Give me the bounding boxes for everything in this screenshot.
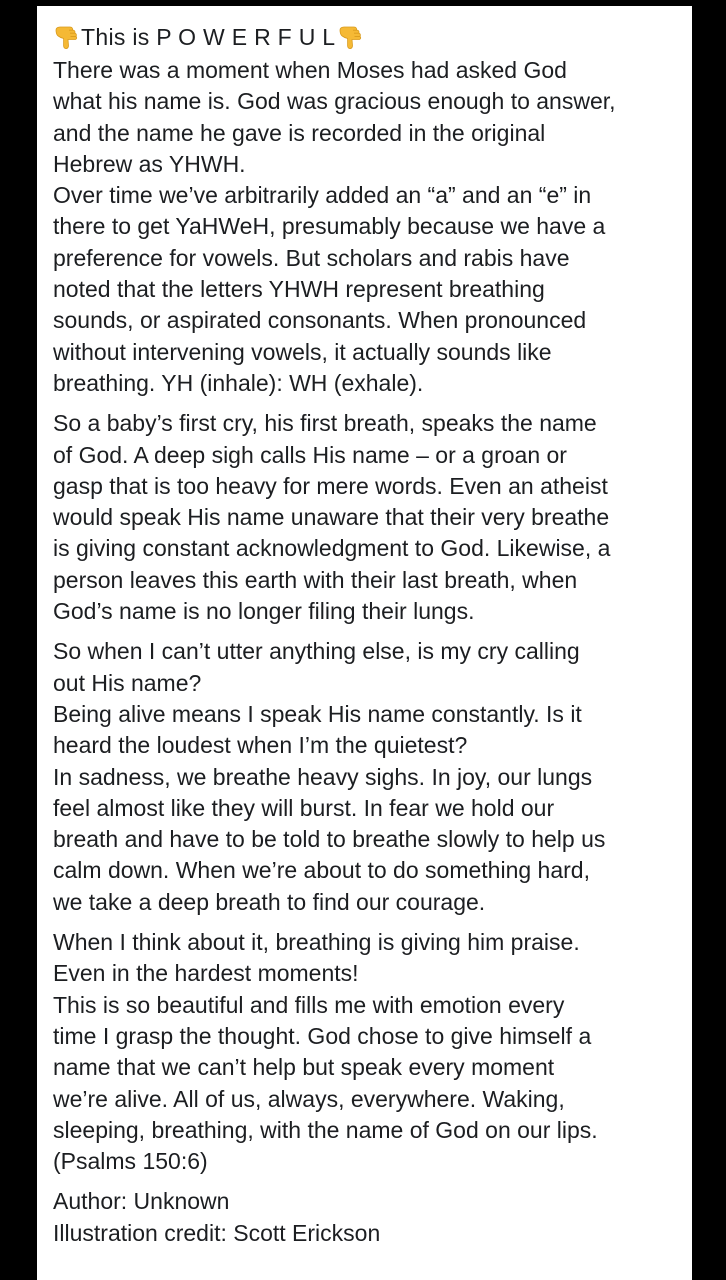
paragraph-line: of God. A deep sigh calls His name – or a groan or [53, 441, 567, 468]
paragraph-line: breath and have to be told to breathe slowly to help us [53, 826, 606, 853]
paragraph-line: we take a deep breath to find our courage. [53, 888, 486, 915]
post-paragraph [53, 55, 682, 399]
paragraph-line: So when I can’t utter anything else, is my cry calling [53, 638, 580, 665]
paragraph-line: gasp that is too heavy for mere words. Even an atheist [53, 472, 608, 499]
paragraph-line: There was a moment when Moses had asked God [53, 57, 567, 83]
illustration-credit-line: Illustration credit: Scott Erickson [53, 1219, 381, 1246]
paragraph-line: God’s name is no longer filing their lungs. [53, 598, 475, 625]
paragraph-line: Even in the hardest moments! [53, 960, 359, 987]
paragraph-line: name that we can’t help but speak every moment [53, 1054, 555, 1081]
paragraph-line: out His name? [53, 669, 202, 696]
paragraph-line: sleeping, breathing, with the name of God on our lips. [53, 1116, 598, 1143]
paragraph-line: In sadness, we breathe heavy sighs. In joy, our lungs [53, 763, 593, 790]
post-paragraph [53, 927, 682, 1177]
paragraph-line: Being alive means I speak His name constantly. Is it [53, 700, 582, 727]
paragraph-line: So a baby’s first cry, his first breath, speaks the name [53, 410, 597, 437]
paragraph-line: calm down. When we’re about to do something hard, [53, 857, 590, 884]
paragraph-line: preference for vowels. But scholars and rabis have [53, 244, 570, 271]
paragraph-line: there to get YaHWeH, presumably because we have a [53, 213, 606, 240]
paragraph-line: sounds, or aspirated consonants. When pronounced [53, 307, 587, 334]
post-title: This is P O W E R F U L [81, 24, 336, 50]
paragraph-line: time I grasp the thought. God chose to give himself a [53, 1022, 592, 1049]
paragraph-line: This is so beautiful and fills me with emotion every [53, 991, 565, 1018]
post-card [37, 6, 692, 1280]
paragraph-line: feel almost like they will burst. In fear we hold our [53, 794, 555, 821]
pointing-down-hand-icon [53, 24, 79, 50]
paragraph-line: Hebrew as YHWH. [53, 150, 246, 177]
paragraph-line: When I think about it, breathing is giving him praise. [53, 929, 580, 956]
paragraph-line: we’re alive. All of us, always, everywhere. Waking, [53, 1085, 565, 1112]
paragraph-line: is giving constant acknowledgment to God. Likewise, a [53, 535, 611, 562]
post-title-row [53, 20, 682, 54]
paragraph-line: what his name is. God was gracious enough to answer, [53, 88, 616, 115]
post-paragraph [53, 408, 682, 627]
paragraph-line: heard the loudest when I’m the quietest? [53, 732, 468, 759]
paragraph-line: person leaves this earth with their last breath, when [53, 566, 578, 593]
paragraph-line: noted that the letters YHWH represent breathing [53, 276, 545, 303]
author-line: Author: Unknown [53, 1188, 230, 1215]
pointing-down-hand-icon [337, 24, 363, 50]
paragraph-line: would speak His name unaware that their very breathe [53, 504, 610, 531]
paragraph-line: and the name he gave is recorded in the original [53, 119, 546, 146]
paragraph-line: without intervening vowels, it actually sounds like [53, 338, 552, 365]
post-credits [53, 1186, 682, 1249]
paragraph-line: breathing. YH (inhale): WH (exhale). [53, 369, 424, 396]
paragraph-line: (Psalms 150:6) [53, 1148, 208, 1175]
post-paragraph [53, 636, 682, 918]
paragraph-line: Over time we’ve arbitrarily added an “a” and an “e” in [53, 182, 592, 209]
